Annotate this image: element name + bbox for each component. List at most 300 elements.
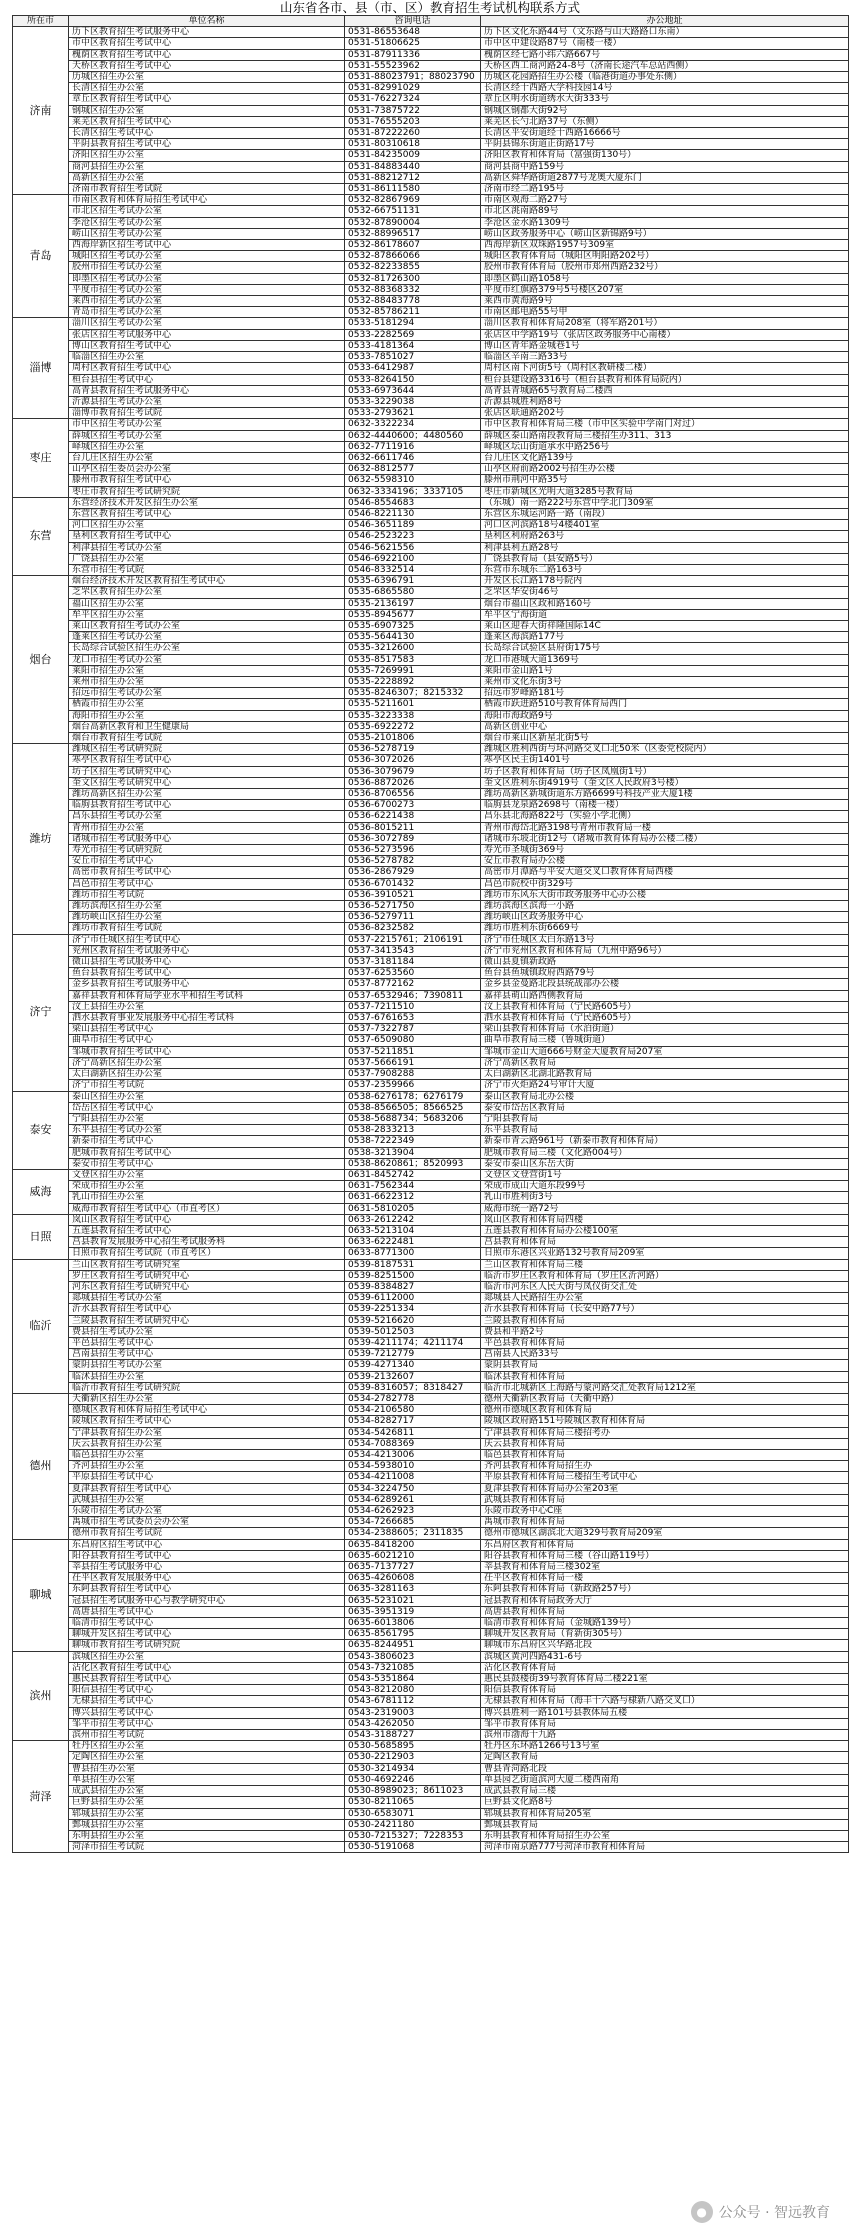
phone-cell: 0530-5685895 — [345, 1741, 481, 1752]
address-cell: 潍坊市东风东大街市政务服务中心办公楼 — [481, 889, 849, 900]
table-row — [13, 1606, 849, 1617]
phone-cell: 0632-6611746 — [345, 452, 481, 463]
table-row — [13, 777, 849, 788]
phone-cell: 0532-85786211 — [345, 307, 481, 318]
table-row — [13, 1718, 849, 1729]
unit-name-cell: 济宁市招生考试院 — [69, 1080, 345, 1091]
table-row — [13, 184, 849, 195]
table-row — [13, 217, 849, 228]
unit-name-cell: 河东区教育招生考试研究中心 — [69, 1281, 345, 1292]
unit-name-cell: 高唐县招生考试中心 — [69, 1606, 345, 1617]
table-row — [13, 1763, 849, 1774]
unit-name-cell: 莒县教育发展服务中心招生考试服务科 — [69, 1237, 345, 1248]
table-row — [13, 195, 849, 206]
address-cell: 奎文区胜利东街4919号（奎文区人民政府3号楼） — [481, 777, 849, 788]
phone-cell: 0535-7269991 — [345, 665, 481, 676]
address-cell: 利津县利五路28号 — [481, 542, 849, 553]
phone-cell: 0546-6922100 — [345, 553, 481, 564]
table-row — [13, 845, 849, 856]
address-cell: 无棣县教育和体育局（海丰十六路与棣新八路交叉口） — [481, 1696, 849, 1707]
address-cell: 沾化区教育体育局 — [481, 1662, 849, 1673]
table-row — [13, 1349, 849, 1360]
phone-cell: 0531-82991029 — [345, 83, 481, 94]
unit-name-cell: 河口区招生办公室 — [69, 520, 345, 531]
phone-cell: 0533-7851027 — [345, 352, 481, 363]
table-row — [13, 654, 849, 665]
unit-name-cell: 沾化区教育招生考试中心 — [69, 1662, 345, 1673]
address-cell: 潍坊市胜利东街6669号 — [481, 923, 849, 934]
phone-cell: 0530-2212903 — [345, 1752, 481, 1763]
table-row — [13, 1203, 849, 1214]
address-cell: 莱阳市金山路1号 — [481, 665, 849, 676]
address-cell: 莘县教育和体育局三楼302室 — [481, 1562, 849, 1573]
unit-name-cell: 梁山县招生考试中心 — [69, 1024, 345, 1035]
table-row — [13, 340, 849, 351]
city-cell: 淄博 — [13, 318, 69, 419]
phone-cell: 0535-8246307；8215332 — [345, 688, 481, 699]
phone-cell: 0537-7211510 — [345, 1001, 481, 1012]
unit-name-cell: 蓬莱区招生考试办公室 — [69, 632, 345, 643]
table-row — [13, 1629, 849, 1640]
table-row — [13, 419, 849, 430]
address-cell: 龙口市港城大道1369号 — [481, 654, 849, 665]
unit-name-cell: 奎文区招生考试研究中心 — [69, 777, 345, 788]
phone-cell: 0534-6262923 — [345, 1506, 481, 1517]
address-cell: 济宁市任城区太白东路13号 — [481, 934, 849, 945]
address-cell: 牟平区宁海街道 — [481, 609, 849, 620]
address-cell: 滨城区黄河四路431-6号 — [481, 1651, 849, 1662]
address-cell: 临沂市河东区人民大街与凤仪街交汇处 — [481, 1281, 849, 1292]
table-row — [13, 945, 849, 956]
address-cell: 齐河县教育和体育局招生办 — [481, 1461, 849, 1472]
unit-name-cell: 太白湖新区招生办公室 — [69, 1069, 345, 1080]
address-cell: 市中区教育和体育局三楼（市中区实验中学南门对过） — [481, 419, 849, 430]
table-row — [13, 1035, 849, 1046]
table-row — [13, 452, 849, 463]
table-row — [13, 1393, 849, 1404]
table-row — [13, 1091, 849, 1102]
address-cell: 泗水县教育和体育局（宁民路605号） — [481, 1013, 849, 1024]
address-cell: 荣成市成山大道东段99号 — [481, 1181, 849, 1192]
unit-name-cell: 郓城县招生办公室 — [69, 1808, 345, 1819]
phone-cell: 0546-8221130 — [345, 508, 481, 519]
table-row — [13, 1237, 849, 1248]
table-row — [13, 721, 849, 732]
phone-cell: 0632-8812577 — [345, 464, 481, 475]
phone-cell: 0535-6396791 — [345, 576, 481, 587]
table-row — [13, 139, 849, 150]
table-row — [13, 464, 849, 475]
unit-name-cell: 青州市招生办公室 — [69, 822, 345, 833]
table-row — [13, 968, 849, 979]
address-cell: 海阳市海政路9号 — [481, 710, 849, 721]
unit-name-cell: 昌邑市招生考试中心 — [69, 878, 345, 889]
phone-cell: 0635-8418200 — [345, 1539, 481, 1550]
unit-name-cell: 微山县招生考试服务中心 — [69, 957, 345, 968]
phone-cell: 0532-86178607 — [345, 240, 481, 251]
phone-cell: 0546-2523223 — [345, 531, 481, 542]
table-body — [13, 27, 849, 1853]
table-row — [13, 1315, 849, 1326]
address-cell: 乳山市胜利街3号 — [481, 1192, 849, 1203]
table-row — [13, 1662, 849, 1673]
address-cell: 台儿庄区文化路139号 — [481, 452, 849, 463]
phone-cell: 0539-4211174；4211174 — [345, 1337, 481, 1348]
address-cell: 高新区舜华路街道2877号龙奥大厦东门 — [481, 172, 849, 183]
unit-name-cell: 市中区教育招生考试中心 — [69, 38, 345, 49]
table-row — [13, 1483, 849, 1494]
table-row — [13, 1270, 849, 1281]
table-row — [13, 161, 849, 172]
address-cell: 威海市统一路72号 — [481, 1203, 849, 1214]
address-cell: 鱼台县鱼城镇政府西路79号 — [481, 968, 849, 979]
address-cell: 平原县教育和体育局三楼招生考试中心 — [481, 1472, 849, 1483]
unit-name-cell: 五莲县教育招生考试中心 — [69, 1225, 345, 1236]
phone-cell: 0538-8566505；8566525 — [345, 1102, 481, 1113]
address-cell: 潍城区胜利西街与环河路交叉口北50米（区委党校院内） — [481, 744, 849, 755]
unit-name-cell: 单县招生办公室 — [69, 1774, 345, 1785]
page-title: 山东省各市、县（市、区）教育招生考试机构联系方式 — [279, 0, 580, 15]
phone-cell: 0531-84235009 — [345, 150, 481, 161]
phone-cell: 0543-6781112 — [345, 1696, 481, 1707]
unit-name-cell: 蒙阴县招生考试办公室 — [69, 1360, 345, 1371]
unit-name-cell: 诸城市招生考试服务中心 — [69, 833, 345, 844]
table-row — [13, 374, 849, 385]
address-cell: 岚山区教育和体育局四楼 — [481, 1214, 849, 1225]
table-row — [13, 206, 849, 217]
phone-cell: 0539-8187531 — [345, 1259, 481, 1270]
table-row — [13, 1562, 849, 1573]
phone-cell: 0537-6253560 — [345, 968, 481, 979]
phone-cell: 0532-88368332 — [345, 284, 481, 295]
table-row — [13, 1438, 849, 1449]
unit-name-cell: 莱阳市招生办公室 — [69, 665, 345, 676]
table-row — [13, 228, 849, 239]
address-cell: 莱州市文化东街3号 — [481, 676, 849, 687]
phone-cell: 0546-8332514 — [345, 564, 481, 575]
unit-name-cell: 菏泽市招生考试院 — [69, 1842, 345, 1853]
unit-name-cell: 曲阜市招生考试中心 — [69, 1035, 345, 1046]
address-cell: 高青县青城路65号教育局二楼西 — [481, 385, 849, 396]
unit-name-cell: 文登区招生办公室 — [69, 1169, 345, 1180]
phone-cell: 0532-87890004 — [345, 217, 481, 228]
phone-cell: 0635-6013806 — [345, 1618, 481, 1629]
table-row — [13, 1013, 849, 1024]
table-row — [13, 1225, 849, 1236]
phone-cell: 0530-4692246 — [345, 1774, 481, 1785]
address-cell: 茌平区教育和体育局一楼 — [481, 1573, 849, 1584]
table-row — [13, 1281, 849, 1292]
phone-cell: 0635-3281163 — [345, 1584, 481, 1595]
table-row — [13, 150, 849, 161]
phone-cell: 0535-2228892 — [345, 676, 481, 687]
unit-name-cell: 汶上县招生办公室 — [69, 1001, 345, 1012]
phone-cell: 0535-5644130 — [345, 632, 481, 643]
table-row — [13, 363, 849, 374]
unit-name-cell: 莱西市招生考试办公室 — [69, 296, 345, 307]
phone-cell: 0534-3224750 — [345, 1483, 481, 1494]
address-cell: 单县园艺街道滨河大厦二楼西南角 — [481, 1774, 849, 1785]
phone-cell: 0535-6922272 — [345, 721, 481, 732]
table-row — [13, 1584, 849, 1595]
table-row — [13, 1080, 849, 1091]
city-cell: 聊城 — [13, 1539, 69, 1651]
table-row — [13, 1618, 849, 1629]
header-address: 办公地址 — [481, 16, 849, 27]
phone-cell: 0539-4271340 — [345, 1360, 481, 1371]
phone-cell: 0543-7321085 — [345, 1662, 481, 1673]
address-cell: 巨野县文化路8号 — [481, 1797, 849, 1808]
table-row — [13, 1674, 849, 1685]
address-cell: 崂山区政务服务中心（崂山区新锦路9号） — [481, 228, 849, 239]
table-row — [13, 1830, 849, 1841]
table-row — [13, 430, 849, 441]
phone-cell: 0632-7711916 — [345, 441, 481, 452]
address-cell: 烟台市福山区政和路160号 — [481, 598, 849, 609]
phone-cell: 0538-2833213 — [345, 1125, 481, 1136]
table-row — [13, 878, 849, 889]
address-cell: 陵城区政府路151号陵城区教育和体育局 — [481, 1416, 849, 1427]
unit-name-cell: 长清区招生办公室 — [69, 83, 345, 94]
unit-name-cell: 邹平市招生考试中心 — [69, 1718, 345, 1729]
table-row — [13, 318, 849, 329]
address-cell: 栖霞市跃进路510号教育体育局西门 — [481, 699, 849, 710]
table-row — [13, 934, 849, 945]
address-cell: 汶上县教育和体育局（宁民路605号） — [481, 1001, 849, 1012]
table-row — [13, 587, 849, 598]
address-cell: 牡丹区东环路1266号13号室 — [481, 1741, 849, 1752]
table-row — [13, 576, 849, 587]
unit-name-cell: 乳山市招生办公室 — [69, 1192, 345, 1203]
unit-name-cell: 莱山区教育招生考试办公室 — [69, 620, 345, 631]
phone-cell: 0632-5598310 — [345, 475, 481, 486]
address-cell: 枣庄市新城区光明大道3285号教育局 — [481, 486, 849, 497]
address-cell: 潍坊滨海区滨海一小路 — [481, 901, 849, 912]
phone-cell: 0537-6761653 — [345, 1013, 481, 1024]
table-row — [13, 889, 849, 900]
address-cell: 开发区长江路178号院内 — [481, 576, 849, 587]
table-row — [13, 284, 849, 295]
phone-cell: 0531-73875722 — [345, 105, 481, 116]
phone-cell: 0538-5688734；5683206 — [345, 1113, 481, 1124]
address-cell: 费县和平路2号 — [481, 1326, 849, 1337]
address-cell: 市南区邮电路55号甲 — [481, 307, 849, 318]
table-row — [13, 1640, 849, 1651]
phone-cell: 0533-3229038 — [345, 396, 481, 407]
address-cell: 五莲县教育和体育局办公楼100室 — [481, 1225, 849, 1236]
table-row — [13, 1181, 849, 1192]
address-cell: 诸城市东坡北街12号（诸城市教育体育局办公楼二楼） — [481, 833, 849, 844]
phone-cell: 0536-3079679 — [345, 766, 481, 777]
phone-cell: 0532-81726300 — [345, 273, 481, 284]
contact-table — [12, 15, 849, 1853]
table-row — [13, 441, 849, 452]
table-row — [13, 352, 849, 363]
unit-name-cell: 沂水县教育招生考试中心 — [69, 1304, 345, 1315]
unit-name-cell: 芝罘区教育招生办公室 — [69, 587, 345, 598]
table-row — [13, 1494, 849, 1505]
address-cell: 宁阳县教育局 — [481, 1113, 849, 1124]
unit-name-cell: 博山区教育招生考试中心 — [69, 340, 345, 351]
unit-name-cell: 东平县招生考试办公室 — [69, 1125, 345, 1136]
phone-cell: 0536-3072026 — [345, 755, 481, 766]
unit-name-cell: 东营市招生考试院 — [69, 564, 345, 575]
unit-name-cell: 潍城区招生考试研究院 — [69, 744, 345, 755]
unit-name-cell: 日照市教育招生考试院（市直考区） — [69, 1248, 345, 1259]
table-row — [13, 643, 849, 654]
phone-cell: 0633-6222481 — [345, 1237, 481, 1248]
table-row — [13, 1136, 849, 1147]
phone-cell: 0537-2215761；2106191 — [345, 934, 481, 945]
phone-cell: 0536-6700273 — [345, 800, 481, 811]
city-cell: 威海 — [13, 1169, 69, 1214]
unit-name-cell: 费县招生考试办公室 — [69, 1326, 345, 1337]
address-cell: 郯城县人民路招生办公室 — [481, 1293, 849, 1304]
table-row — [13, 1696, 849, 1707]
unit-name-cell: 广饶县招生办公室 — [69, 553, 345, 564]
phone-cell: 0536-5279711 — [345, 912, 481, 923]
unit-name-cell: 平邑县招生考试中心 — [69, 1337, 345, 1348]
phone-cell: 0546-8554683 — [345, 497, 481, 508]
table-row — [13, 1786, 849, 1797]
table-row — [13, 800, 849, 811]
phone-cell: 0536-8015211 — [345, 822, 481, 833]
phone-cell: 0536-3072789 — [345, 833, 481, 844]
table-row — [13, 542, 849, 553]
table-row — [13, 699, 849, 710]
address-cell: 平邑县教育和体育局 — [481, 1337, 849, 1348]
phone-cell: 0536-3910521 — [345, 889, 481, 900]
table-row — [13, 867, 849, 878]
phone-cell: 0535-3223338 — [345, 710, 481, 721]
phone-cell: 0532-66751131 — [345, 206, 481, 217]
unit-name-cell: 淄博市教育招生考试院 — [69, 408, 345, 419]
phone-cell: 0632-3322234 — [345, 419, 481, 430]
address-cell: 禹城市教育和体育局 — [481, 1517, 849, 1528]
phone-cell: 0538-3213904 — [345, 1147, 481, 1158]
phone-cell: 0536-5278719 — [345, 744, 481, 755]
table-row — [13, 172, 849, 183]
city-cell: 烟台 — [13, 576, 69, 744]
address-cell: 天桥区西工商河路24-8号（济南长途汽车总站西侧） — [481, 60, 849, 71]
unit-name-cell: 东明县招生办公室 — [69, 1830, 345, 1841]
phone-cell: 0635-8244951 — [345, 1640, 481, 1651]
unit-name-cell: 荣成市招生办公室 — [69, 1181, 345, 1192]
table-row — [13, 979, 849, 990]
header-phone: 咨询电话 — [345, 16, 481, 27]
phone-cell: 0631-8452742 — [345, 1169, 481, 1180]
unit-name-cell: 垦利区教育招生考试中心 — [69, 531, 345, 542]
address-cell: 日照市东港区兴业路132号教育局209室 — [481, 1248, 849, 1259]
unit-name-cell: 齐河县招生办公室 — [69, 1461, 345, 1472]
phone-cell: 0533-5181294 — [345, 318, 481, 329]
address-cell: 文登区文登营街1号 — [481, 1169, 849, 1180]
phone-cell: 0535-8517583 — [345, 654, 481, 665]
phone-cell: 0632-4440600；4480560 — [345, 430, 481, 441]
address-cell: 高密市月潭路与平安大道交叉口教育体育局西楼 — [481, 867, 849, 878]
phone-cell: 0543-3806023 — [345, 1651, 481, 1662]
unit-name-cell: 曹县招生办公室 — [69, 1763, 345, 1774]
address-cell: 临邑县教育和体育局 — [481, 1450, 849, 1461]
address-cell: 潍坊峡山区政务服务中心 — [481, 912, 849, 923]
phone-cell: 0543-2319003 — [345, 1707, 481, 1718]
unit-name-cell: 淄川区招生考试办公室 — [69, 318, 345, 329]
address-cell: 庆云县教育和体育局 — [481, 1438, 849, 1449]
address-cell: 东昌府区教育和体育局 — [481, 1539, 849, 1550]
address-cell: 嘉祥县萌山路西侧教育局 — [481, 990, 849, 1001]
unit-name-cell: 滨城区招生办公室 — [69, 1651, 345, 1662]
header-unit: 单位名称 — [69, 16, 345, 27]
table-row — [13, 1450, 849, 1461]
unit-name-cell: 阳谷县教育招生考试中心 — [69, 1550, 345, 1561]
address-cell: 德州市德城区教育和体育局 — [481, 1405, 849, 1416]
unit-name-cell: 博兴县招生考试中心 — [69, 1707, 345, 1718]
unit-name-cell: 胶州市招生考试办公室 — [69, 262, 345, 273]
phone-cell: 0534-7088369 — [345, 1438, 481, 1449]
address-cell: 临淄区辛南三路33号 — [481, 352, 849, 363]
table-row — [13, 1405, 849, 1416]
address-cell: 西海岸新区双珠路1957号309室 — [481, 240, 849, 251]
unit-name-cell: 陵城区教育招生考试中心 — [69, 1416, 345, 1427]
phone-cell: 0534-2782778 — [345, 1393, 481, 1404]
address-cell: 莱芜区长勺北路37号（东侧） — [481, 116, 849, 127]
phone-cell: 0539-7212779 — [345, 1349, 481, 1360]
address-cell: 济南市经二路195号 — [481, 184, 849, 195]
table-row — [13, 755, 849, 766]
unit-name-cell: 长岛综合试验区招生办公室 — [69, 643, 345, 654]
unit-name-cell: 牟平区招生办公室 — [69, 609, 345, 620]
city-cell: 济宁 — [13, 934, 69, 1091]
unit-name-cell: 定陶区招生办公室 — [69, 1752, 345, 1763]
unit-name-cell: 章丘区教育招生考试中心 — [69, 94, 345, 105]
address-cell: 章丘区明水街道绣水大街333号 — [481, 94, 849, 105]
unit-name-cell: 临沂市教育招生考试研究院 — [69, 1382, 345, 1393]
address-cell: 曹县青菏路北段 — [481, 1763, 849, 1774]
unit-name-cell: 阳信县招生考试中心 — [69, 1685, 345, 1696]
table-row — [13, 296, 849, 307]
unit-name-cell: 武城县招生办公室 — [69, 1494, 345, 1505]
phone-cell: 0531-76227324 — [345, 94, 481, 105]
phone-cell: 0546-3651189 — [345, 520, 481, 531]
unit-name-cell: 坊子区招生考试研究中心 — [69, 766, 345, 777]
phone-cell: 0532-88483778 — [345, 296, 481, 307]
address-cell: 滨州市渤海十九路 — [481, 1730, 849, 1741]
address-cell: 新泰市青云路961号（新泰市教育和体育局） — [481, 1136, 849, 1147]
table-row — [13, 27, 849, 38]
phone-cell: 0534-6289261 — [345, 1494, 481, 1505]
phone-cell: 0534-4211008 — [345, 1472, 481, 1483]
table-row — [13, 408, 849, 419]
table-row — [13, 329, 849, 340]
unit-name-cell: 临淄区招生办公室 — [69, 352, 345, 363]
address-cell: 寿光市圣城街369号 — [481, 845, 849, 856]
table-row — [13, 1517, 849, 1528]
address-cell: 昌邑市院校中街329号 — [481, 878, 849, 889]
address-cell: 东平县教育局 — [481, 1125, 849, 1136]
unit-name-cell: 寿光市招生考试研究院 — [69, 845, 345, 856]
unit-name-cell: 禹城市招生考试委员会办公室 — [69, 1517, 345, 1528]
table-row — [13, 72, 849, 83]
address-cell: 长岛综合试验区县府街175号 — [481, 643, 849, 654]
phone-cell: 0538-6276178；6276179 — [345, 1091, 481, 1102]
address-cell: 招远市罗峰路181号 — [481, 688, 849, 699]
address-cell: 金乡县金曼路北段县统战部办公楼 — [481, 979, 849, 990]
address-cell: 张店区联通路202号 — [481, 408, 849, 419]
city-cell: 枣庄 — [13, 419, 69, 497]
address-cell: 临沂市罗庄区教育和体育局（罗庄区沂河路） — [481, 1270, 849, 1281]
phone-cell: 0531-84883440 — [345, 161, 481, 172]
unit-name-cell: 滕州市教育招生考试中心 — [69, 475, 345, 486]
